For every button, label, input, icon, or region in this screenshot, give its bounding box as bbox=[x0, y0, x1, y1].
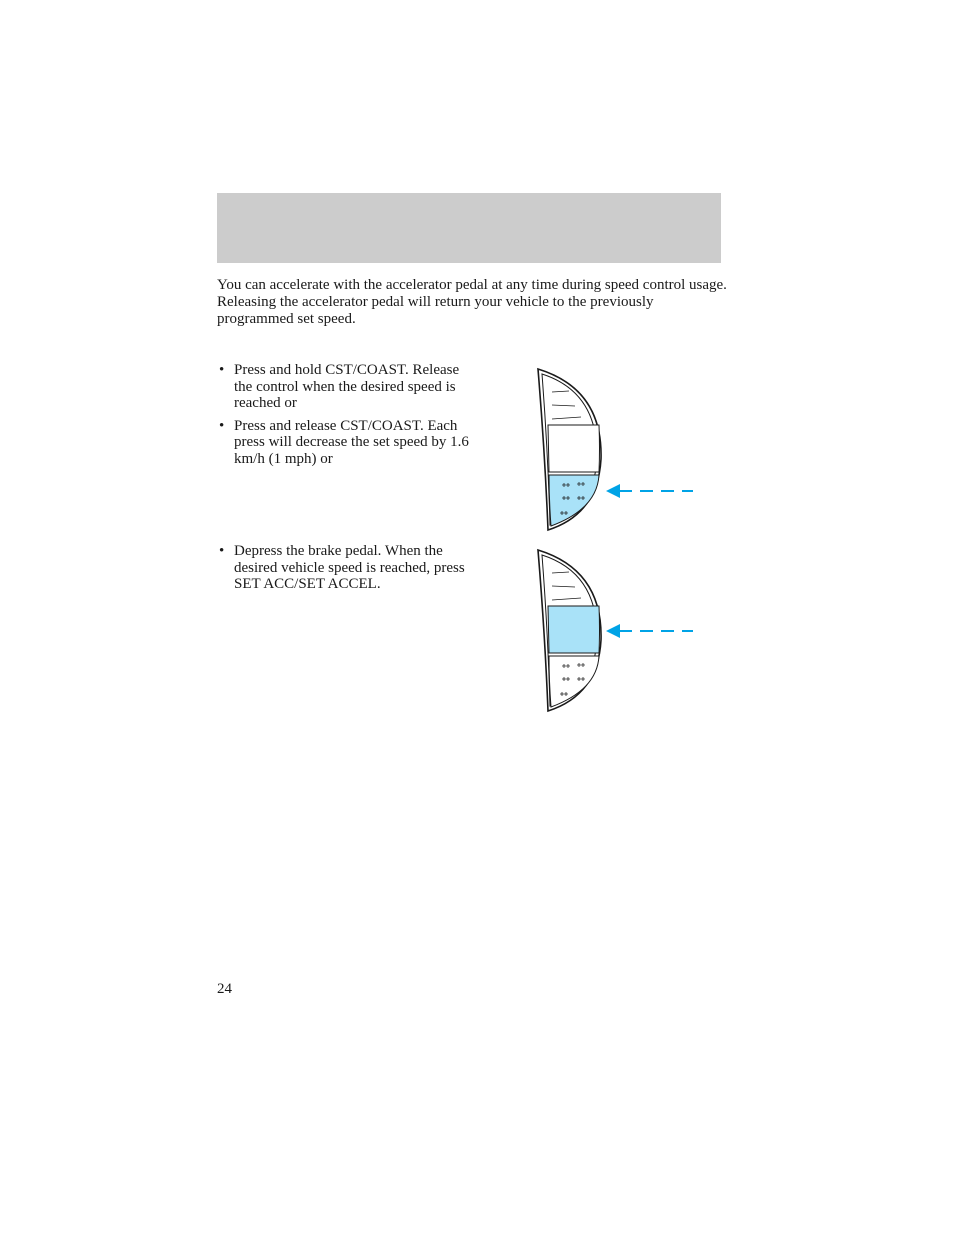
bullet-item: • Depress the brake pedal. When the desired vehicle speed is reached, press SET ACC/SET ACCEL. bbox=[217, 543, 477, 593]
coast-bullet-list bbox=[217, 362, 477, 473]
cruise-control-switch-icon bbox=[538, 369, 601, 530]
bullet-item: • Press and release CST/COAST. Each press will decrease the set speed by 1.6 km/h (1 mph) or bbox=[217, 418, 477, 468]
brake-bullet-list bbox=[217, 543, 477, 599]
coast-switch-figure bbox=[535, 364, 700, 534]
page-number: 24 bbox=[217, 981, 232, 997]
cruise-control-switch-icon bbox=[538, 550, 601, 711]
arrow-icon bbox=[606, 484, 693, 498]
section-header-band bbox=[217, 193, 721, 263]
bullet-item: • Press and hold CST/COAST. Release the control when the desired speed is reached or bbox=[217, 362, 477, 412]
intro-paragraph: You can accelerate with the accelerator pedal at any time during speed control usage. Releasing the accelerator pedal will return your vehicle to the previously programmed set speed. bbox=[217, 277, 727, 327]
arrow-icon bbox=[606, 624, 693, 638]
set-accel-switch-figure bbox=[535, 545, 700, 715]
